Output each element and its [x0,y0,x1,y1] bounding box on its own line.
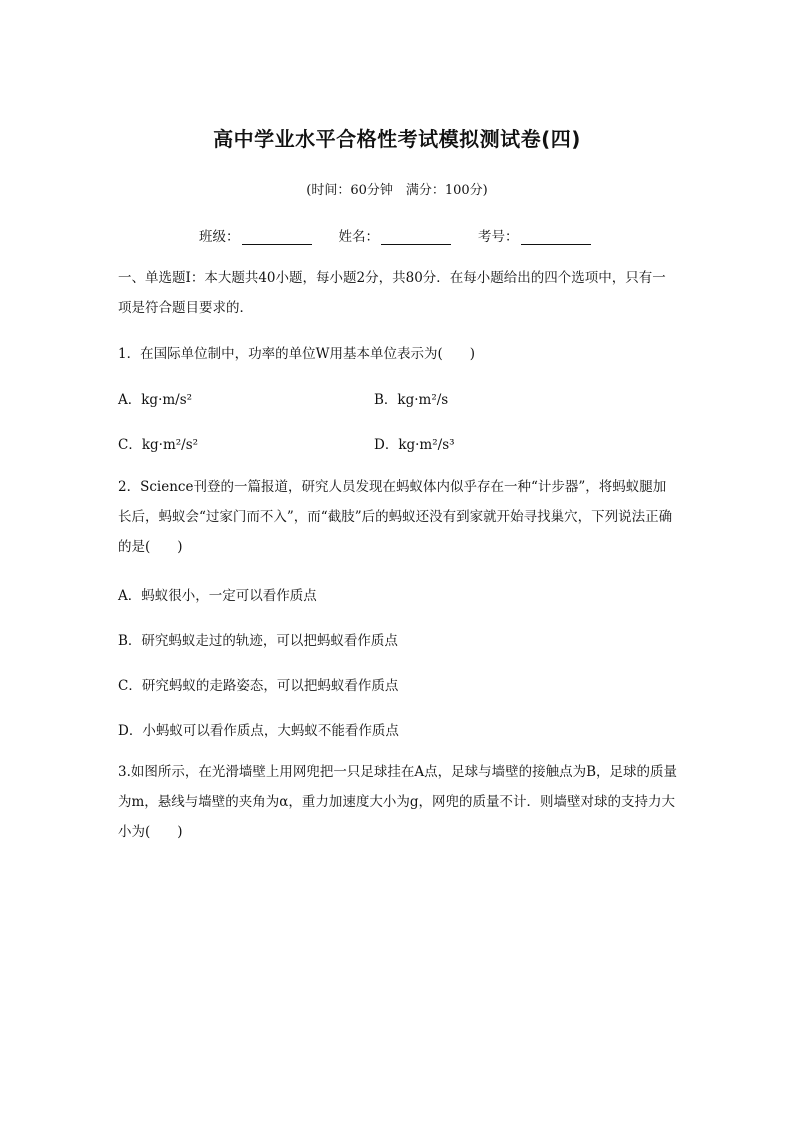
question-2-option-d: D．小蚂蚁可以看作质点，大蚂蚁不能看作质点 [118,723,399,739]
question-1-options-row-1 [118,388,678,412]
question-1-options-row-2 [118,433,678,457]
question-2-option-b: B．研究蚂蚁走过的轨迹，可以把蚂蚁看作质点 [118,633,398,649]
class-blank[interactable] [242,230,312,245]
question-1-option-d: D．kg·m²/s³ [374,437,455,453]
exam-subtitle: (时间：60分钟 满分：100分) [306,183,488,198]
name-label: 姓名： [338,229,379,245]
question-1-option-c: C．kg·m²/s² [118,437,199,453]
question-1-option-b: B．kg·m²/s [374,392,449,408]
number-label: 考号： [478,229,519,245]
class-label: 班级： [199,229,240,245]
section1-instructions: 一、单选题Ⅰ：本大题共40小题，每小题2分，共80分．在每小题给出的四个选项中，只有一项是符合题目要求的． [118,270,666,316]
question-1-stem: 1．在国际单位制中，功率的单位W用基本单位表示为( ) [118,346,475,362]
question-2-option-a: A．蚂蚁很小，一定可以看作质点 [118,588,317,604]
question-2-option-c: C．研究蚂蚁的走路姿态，可以把蚂蚁看作质点 [118,678,399,694]
question-3-stem: 3.如图所示，在光滑墙壁上用网兜把一只足球挂在A点，足球与墙壁的接触点为B，足球的质量为m，悬线与墙壁的夹角为α，重力加速度大小为g，网兜的质量不计．则墙壁对球的支持力大小为( ) [118,764,678,840]
question-1-option-a: A．kg·m/s² [118,392,193,408]
student-info-row [199,225,619,245]
question-2-stem: 2．Science刊登的一篇报道，研究人员发现在蚂蚁体内似乎存在一种“计步器”，将蚂蚁腿加长后，蚂蚁会“过家门而不入”，而“截肢”后的蚂蚁还没有到家就开始寻找巢穴，下列说法正确的是( ) [118,479,673,555]
name-field [339,225,452,245]
number-field [478,225,591,245]
class-field [199,225,312,245]
exam-title: 高中学业水平合格性考试模拟测试卷(四) [213,127,581,151]
name-blank[interactable] [381,230,451,245]
number-blank[interactable] [521,230,591,245]
